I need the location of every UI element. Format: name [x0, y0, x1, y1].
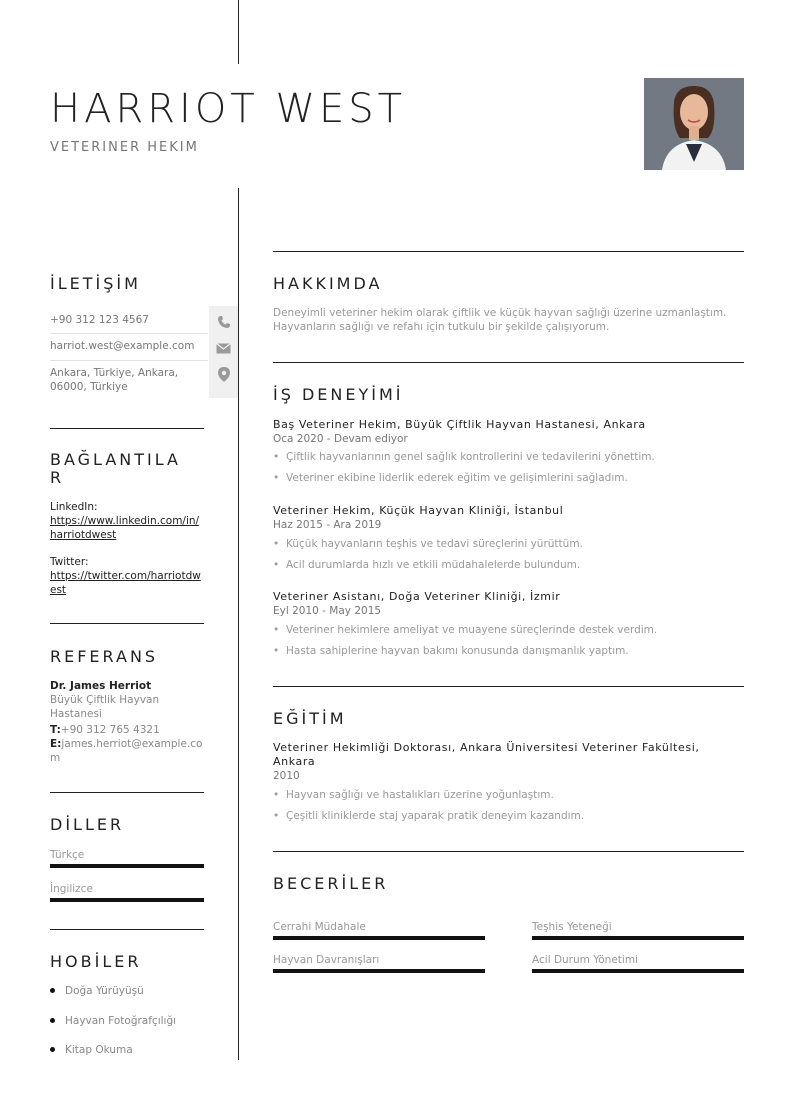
bullet-icon [50, 1018, 55, 1023]
language-name: İngilizce [50, 883, 93, 895]
linkedin-link[interactable]: https://www.linkedin.com/in/harriotdwest [50, 515, 200, 541]
hobby-item: Kitap Okuma [50, 1043, 133, 1057]
skills-section-title: BECERİLER [273, 874, 389, 893]
phone-icon [209, 308, 238, 336]
section-divider [50, 792, 204, 793]
education-bullet: • Çeşitli kliniklerde staj yaparak pratik deneyim kazandım. [273, 810, 585, 822]
profile-photo [644, 78, 744, 170]
divider-top [238, 0, 239, 64]
link-label: LinkedIn: [50, 501, 98, 513]
job-title: Baş Veteriner Hekim, Büyük Çiftlik Hayvan Hastanesi, Ankara [273, 418, 646, 431]
language-item [50, 848, 204, 868]
links-section-title: BAĞLANTILA R [50, 450, 181, 487]
section-divider [273, 362, 744, 363]
education-bullet: • Hayvan sağlığı ve hastalıkları üzerine yoğunlaştım. [273, 789, 554, 801]
reference-org: Büyük Çiftlik Hayvan Hastanesi [50, 694, 160, 720]
job-bullet: • Veteriner ekibine liderlik ederek eğitim ve gelişimlerini sağladım. [273, 472, 628, 484]
skill-level-bar [532, 936, 744, 940]
languages-section-title: DİLLER [50, 815, 125, 834]
language-level-bar [50, 864, 204, 868]
job-title: Veteriner Asistanı, Doğa Veteriner Kliniği, İzmir [273, 590, 561, 603]
reference-section-title: REFERANS [50, 647, 159, 666]
job-title: Veteriner Hekim, Küçük Hayvan Kliniği, İstanbul [273, 504, 564, 517]
job-bullet: • Hasta sahiplerine hayvan bakımı konusunda danışmanlık yaptım. [273, 645, 629, 657]
skill-name: Hayvan Davranışları [273, 954, 380, 966]
reference-email: E:james.herriot@example.com [50, 738, 203, 764]
contact-address: Ankara, Türkiye, Ankara, 06000, Türkiye [50, 367, 179, 393]
education-year: 2010 [273, 770, 300, 782]
contact-phone: +90 312 123 4567 [50, 314, 149, 326]
skill-item [532, 953, 744, 973]
section-divider [50, 929, 204, 930]
job-date: Eyl 2010 - May 2015 [273, 605, 382, 617]
reference-block [50, 679, 204, 765]
hobby-item: Hayvan Fotoğrafçılığı [50, 1014, 176, 1028]
divider-main [238, 188, 239, 1060]
section-divider [273, 251, 744, 252]
contact-icon-strip [209, 306, 238, 398]
skill-level-bar [273, 969, 485, 973]
language-level-bar [50, 898, 204, 902]
candidate-title: VETERINER HEKIM [50, 140, 199, 155]
skill-level-bar [532, 969, 744, 973]
education-section-title: EĞİTİM [273, 709, 347, 728]
hobby-item: Doğa Yürüyüşü [50, 984, 144, 998]
link-twitter [50, 555, 204, 597]
job-date: Oca 2020 - Devam ediyor [273, 433, 408, 445]
skill-name: Acil Durum Yönetimi [532, 954, 638, 966]
envelope-icon [209, 334, 238, 362]
section-divider [50, 623, 204, 624]
hobbies-section-title: HOBİLER [50, 952, 142, 971]
reference-phone: T:+90 312 765 4321 [50, 724, 160, 736]
job-date: Haz 2015 - Ara 2019 [273, 519, 382, 531]
section-divider [273, 686, 744, 687]
candidate-name: HARRIOT WEST [50, 86, 407, 132]
contact-divider [50, 333, 208, 334]
link-label: Twitter: [50, 556, 89, 568]
skill-name: Teşhis Yeteneği [532, 921, 612, 933]
twitter-link[interactable]: https://twitter.com/harriotdwest [50, 570, 201, 596]
job-bullet: • Veteriner hekimlere ameliyat ve muayene süreçlerinde destek verdim. [273, 624, 658, 636]
about-section-title: HAKKIMDA [273, 274, 383, 293]
location-pin-icon [209, 360, 238, 388]
language-name: Türkçe [50, 849, 85, 861]
language-item [50, 882, 204, 902]
job-bullet: • Acil durumlarda hızlı ve etkili müdahalelerde bulundum. [273, 559, 581, 571]
job-bullet: • Çiftlik hayvanlarının genel sağlık kontrollerini ve tedavilerini yönettim. [273, 451, 655, 463]
skill-level-bar [273, 936, 485, 940]
link-linkedin [50, 500, 204, 542]
bullet-icon [50, 988, 55, 993]
contact-divider [50, 360, 208, 361]
contact-email: harriot.west@example.com [50, 340, 195, 352]
reference-name: Dr. James Herriot [50, 680, 152, 692]
skill-item [273, 920, 485, 940]
experience-section-title: İŞ DENEYİMİ [273, 385, 404, 404]
skill-item [532, 920, 744, 940]
section-divider [273, 851, 744, 852]
education-degree: Veteriner Hekimliği Doktorası, Ankara Üniversitesi Veteriner Fakültesi, Ankara [273, 741, 700, 768]
job-bullet: • Küçük hayvanların teşhis ve tedavi süreçlerini yürüttüm. [273, 538, 583, 550]
about-text: Deneyimli veteriner hekim olarak çiftlik ve küçük hayvan sağlığı üzerine uzmanlaştım. Hayvanların sağlığı ve refahı için tutkulu bir şekilde çalışıyorum. [273, 307, 727, 333]
skill-item [273, 953, 485, 973]
contact-section-title: İLETİŞİM [50, 274, 141, 293]
section-divider [50, 428, 204, 429]
bullet-icon [50, 1047, 55, 1052]
skill-name: Cerrahi Müdahale [273, 921, 366, 933]
